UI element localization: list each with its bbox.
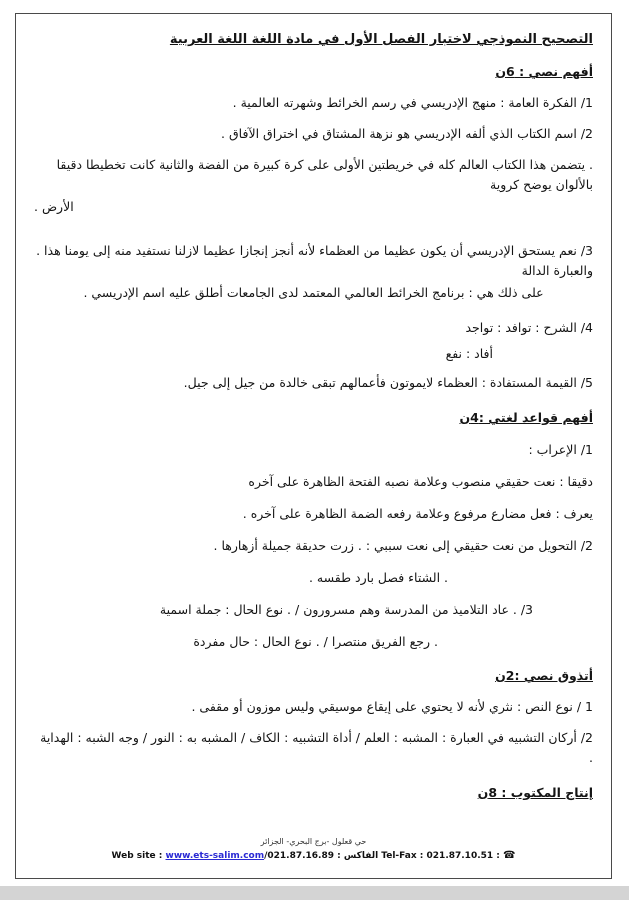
page-border-frame	[15, 13, 612, 879]
answer-line: 3/ نعم يستحق الإدريسي أن يكون عظيما من العظماء لأنه أنجز إنجازا عظيما لازلنا نستفيد منه إلى يومنا هذا . والعبارة الدالة	[36, 243, 593, 278]
footer-fax: /021.87.16.89 : الفاكس	[264, 851, 382, 861]
footer-telfax: Tel-Fax : 021.87.10.51 :	[381, 851, 504, 861]
answer-line-indented: أفاد : نفع	[445, 346, 493, 361]
section-heading-comprehension: أفهم نصي : 6ن	[495, 64, 593, 79]
footer-contact-line	[16, 850, 611, 862]
page-edge-shadow	[0, 886, 629, 900]
answer-line: 2/ التحويل من نعت حقيقي إلى نعت سببي : . زرت حديقة جميلة أزهارها .	[213, 538, 593, 553]
answer-line: . يتضمن هذا الكتاب العالم كله في خريطتين الأولى على كرة كبيرة من الفضة والثانية كانت تخطيطا دقيقا بالألوان يوضح كروية	[56, 157, 593, 192]
answer-line: 1/ الإعراب :	[528, 442, 593, 457]
section-heading-grammar: أفهم قواعد لغتي :4ن	[459, 410, 593, 425]
answer-line: 5/ القيمة المستفادة : العظماء لايموتون فأعمالهم تبقى خالدة من جيل إلى جيل.	[183, 375, 593, 390]
answer-line-wrap: على ذلك هي : برنامج الخرائط العالمي المعتمد لدى الجامعات أطلق عليه اسم الإدريسي .	[83, 285, 544, 300]
document-body	[16, 14, 611, 878]
footer-web-label: Web site :	[111, 851, 166, 861]
answer-line: 2/ اسم الكتاب الذي ألفه الإدريسي هو نزهة المشتاق في اختراق الآفاق .	[221, 126, 593, 141]
section-heading-writing: إنتاج المكتوب : 8ن	[477, 785, 593, 800]
answer-line-wrap: الأرض .	[34, 199, 74, 214]
answer-line: دقيقا : نعت حقيقي منصوب وعلامة نصبه الفتحة الظاهرة على آخره	[248, 474, 593, 489]
answer-line-indented: 3/ . عاد التلاميذ من المدرسة وهم مسرورون / . نوع الحال : جملة اسمية	[159, 602, 533, 617]
answer-line-indented: . رجع الفريق منتصرا / . نوع الحال : حال مفردة	[193, 634, 438, 649]
answer-line-indented: . الشتاء فصل بارد طقسه .	[308, 570, 448, 585]
page-title: التصحيح النموذجي لاختبار الفصل الأول في مادة اللغة اللغة العربية	[169, 32, 593, 47]
phone-icon: ☎	[503, 850, 516, 861]
page-footer	[16, 836, 611, 862]
footer-website-link[interactable]: www.ets-salim.com	[165, 851, 265, 861]
footer-address: حي قعلول -برج البحري- الجزائر	[260, 837, 367, 846]
section-heading-appreciation: أتذوق نصي :2ن	[495, 668, 593, 683]
answer-line: 1/ الفكرة العامة : منهج الإدريسي في رسم الخرائط وشهرته العالمية .	[232, 95, 593, 110]
answer-line: 4/ الشرح : توافد : تواجد	[465, 320, 593, 335]
answer-line: 2/ أركان التشبيه في العبارة : المشبه : العلم / أداة التشبيه : الكاف / المشبه به : النور / وجه الشبه : الهداية .	[40, 730, 593, 765]
answer-line: 1 / نوع النص : نثري لأنه لا يحتوي على إيقاع موسيقي وليس موزون أو مقفى .	[191, 699, 593, 714]
answer-line: يعرف : فعل مضارع مرفوع وعلامة رفعه الضمة الظاهرة على آخره .	[242, 506, 593, 521]
